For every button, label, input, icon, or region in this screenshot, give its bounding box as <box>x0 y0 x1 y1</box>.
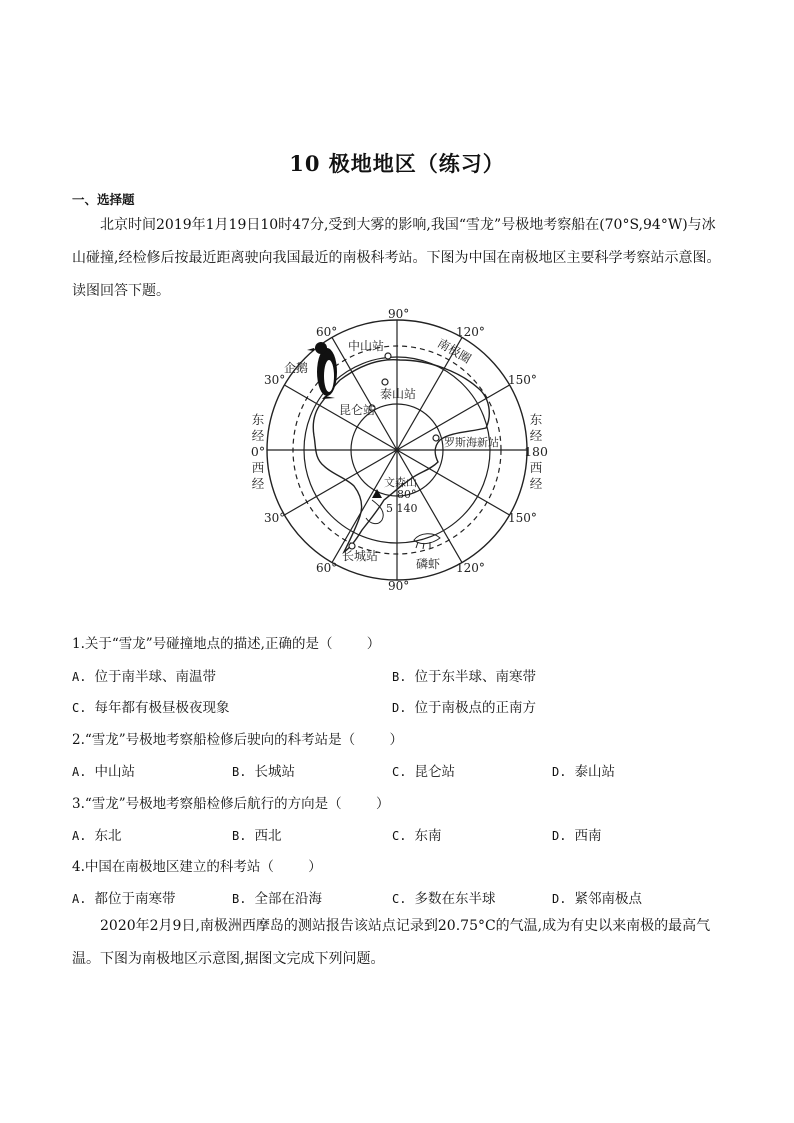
option-text: 东北 <box>94 828 122 844</box>
page-title: 10 极地地区（练习） <box>289 151 505 176</box>
q2-option-b[interactable] <box>232 760 295 780</box>
wensenshan-label: 文森山 <box>384 476 417 489</box>
zhongshan-label: 中山站 <box>348 339 385 353</box>
q2-option-d[interactable] <box>552 760 615 780</box>
antarctic-circle-label: 南极圈 <box>435 335 474 367</box>
question-4-stem: 4.中国在南极地区建立的科考站（ ） <box>72 859 322 875</box>
left-label-2: 0° <box>250 444 266 459</box>
lon-30-lu: 30° <box>264 373 286 387</box>
lon-90-top: 90° <box>388 307 410 321</box>
luosi-label: 罗斯海新站 <box>444 436 499 449</box>
lon-120-br: 120° <box>456 561 485 575</box>
lon-60-ul: 60° <box>316 325 338 339</box>
option-text: 多数在东半球 <box>414 891 496 907</box>
lon-120-ur: 120° <box>456 325 485 339</box>
luosi-station-marker <box>433 435 439 441</box>
q4-option-d[interactable] <box>552 887 642 907</box>
question-3-stem: 3.“雪龙”号极地考察船检修后航行的方向是（ ） <box>72 796 390 812</box>
question-2-stem: 2.“雪龙”号极地考察船检修后驶向的科考站是（ ） <box>72 732 404 748</box>
option-text: 西北 <box>254 828 282 844</box>
right-label-4: 经 <box>529 476 543 491</box>
option-letter: D. <box>552 829 567 843</box>
option-letter: A. <box>72 892 87 906</box>
intro-paragraph-2: 2020年2月9日,南极洲西摩岛的测站报告该站点记录到20.75°C的气温,成为有史以来南极的最高气温。下图为南极地区示意图,据图文完成下列问题。 <box>72 918 711 967</box>
option-letter: C. <box>392 765 407 779</box>
option-text: 位于南半球、南温带 <box>94 669 216 685</box>
q1-option-c[interactable] <box>72 696 229 716</box>
option-letter: B. <box>392 670 407 684</box>
lon-30-ll: 30° <box>264 511 286 525</box>
option-letter: A. <box>72 829 87 843</box>
q2-option-a[interactable] <box>72 760 135 780</box>
lon-150-ru: 150° <box>508 373 537 387</box>
option-text: 位于南极点的正南方 <box>414 700 536 716</box>
q4-option-b[interactable] <box>232 887 322 907</box>
lon-90-bottom: 90° <box>388 579 410 593</box>
left-label-0: 东 <box>251 412 265 427</box>
option-text: 泰山站 <box>574 764 615 780</box>
option-text: 每年都有极昼极夜现象 <box>94 700 230 716</box>
q3-option-b[interactable] <box>232 824 281 844</box>
option-letter: D. <box>552 892 567 906</box>
taishan-label: 泰山站 <box>380 387 417 401</box>
option-letter: B. <box>232 765 247 779</box>
option-text: 东南 <box>414 828 442 844</box>
option-letter: A. <box>72 670 87 684</box>
q1-option-b[interactable] <box>392 665 536 685</box>
option-text: 紧邻南极点 <box>574 891 642 907</box>
right-label-1: 经 <box>529 428 543 443</box>
intro-paragraph-1: 北京时间2019年1月19日10时47分,受到大雾的影响,我国“雪龙”号极地考察船在(70°S,94°W)与冰山碰撞,经检修后按最近距离驶向我国最近的南极科考站。下图为中国在南极地区主要科学考察站示意图。读图回答下题。 <box>72 217 721 299</box>
lon-60-bl: 60° <box>316 561 338 575</box>
q3-option-d[interactable] <box>552 824 601 844</box>
q4-option-c[interactable] <box>392 887 495 907</box>
changcheng-label: 长城站 <box>342 549 379 563</box>
left-label-1: 经 <box>251 428 265 443</box>
penguin-label: 企鹅 <box>284 361 309 375</box>
option-text: 全部在沿海 <box>254 891 322 907</box>
lat-80-label: 80° <box>397 488 417 501</box>
left-label-3: 西 <box>251 460 265 475</box>
taishan-station-marker <box>382 379 388 385</box>
kunlun-label: 昆仑站 <box>339 403 376 417</box>
q3-option-c[interactable] <box>392 824 441 844</box>
left-label-4: 经 <box>251 476 265 491</box>
question-1-stem: 1.关于“雪龙”号碰撞地点的描述,正确的是（ ） <box>72 636 381 652</box>
option-letter: D. <box>552 765 567 779</box>
zhongshan-station-marker <box>385 353 391 359</box>
option-letter: C. <box>72 701 87 715</box>
option-text: 西南 <box>574 828 602 844</box>
option-letter: C. <box>392 892 407 906</box>
section-heading: 一、选择题 <box>72 192 135 207</box>
option-text: 昆仑站 <box>414 764 455 780</box>
krill-icon <box>414 534 440 549</box>
right-label-2: 180 <box>524 444 548 459</box>
lon-150-rl: 150° <box>508 511 537 525</box>
option-text: 长城站 <box>254 764 295 780</box>
krill-label: 磷虾 <box>416 557 441 571</box>
option-letter: B. <box>232 829 247 843</box>
option-letter: D. <box>392 701 407 715</box>
option-letter: A. <box>72 765 87 779</box>
option-letter: C. <box>392 829 407 843</box>
option-text: 位于东半球、南寒带 <box>414 669 536 685</box>
right-label-0: 东 <box>529 412 543 427</box>
option-text: 都位于南寒带 <box>94 891 176 907</box>
q3-option-a[interactable] <box>72 824 121 844</box>
option-letter: B. <box>232 892 247 906</box>
q4-option-a[interactable] <box>72 887 175 907</box>
q1-option-d[interactable] <box>392 696 536 716</box>
q1-option-a[interactable] <box>72 665 216 685</box>
option-text: 中山站 <box>94 764 135 780</box>
elevation-label: 5 140 <box>386 502 418 515</box>
q2-option-c[interactable] <box>392 760 455 780</box>
right-label-3: 西 <box>529 460 543 475</box>
